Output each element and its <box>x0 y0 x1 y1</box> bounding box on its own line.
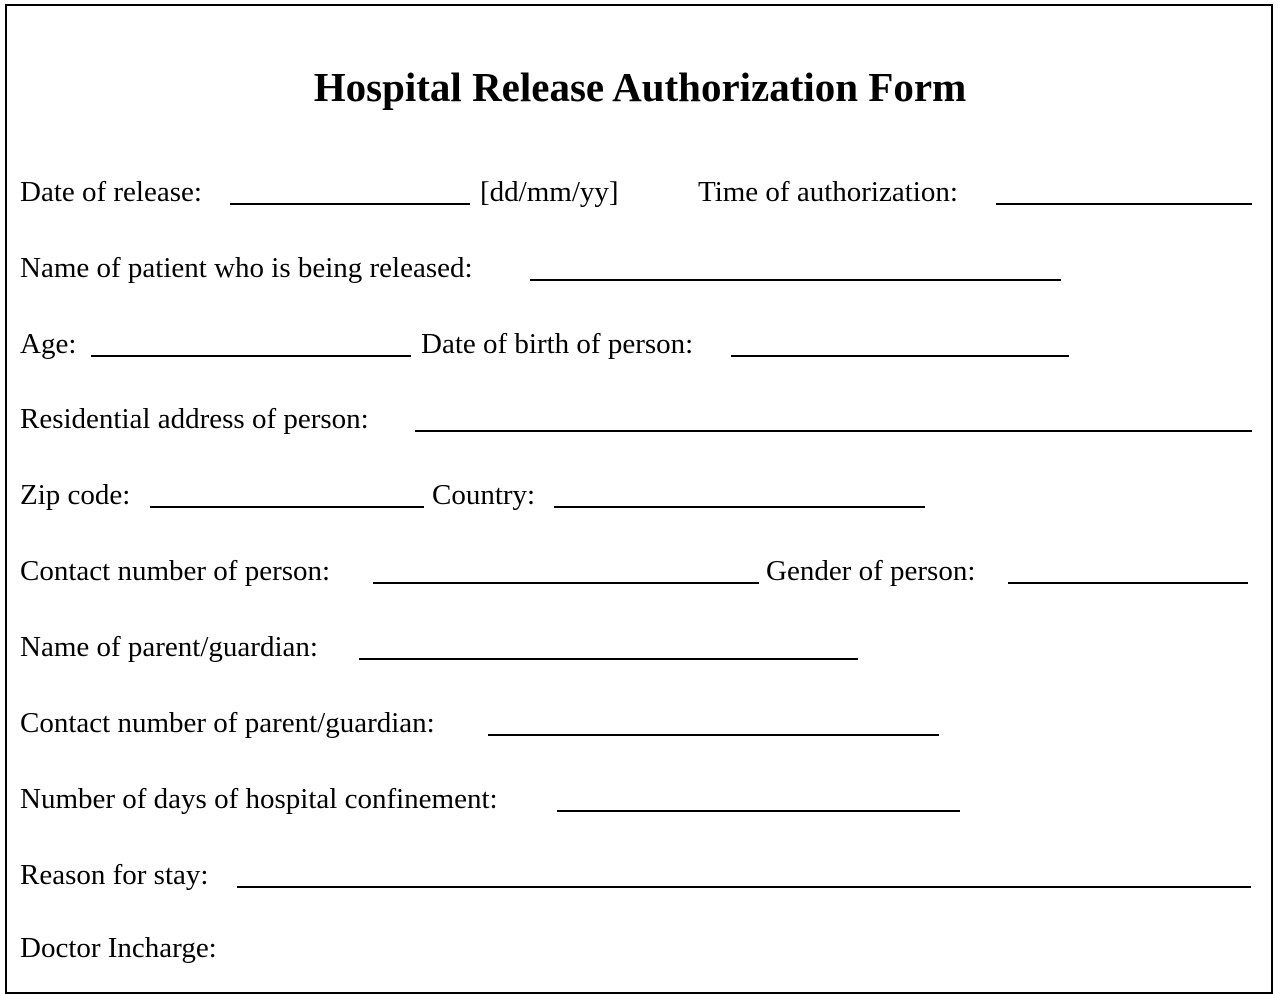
parent-guardian-contact-label: Contact number of parent/guardian: <box>20 707 435 739</box>
row-parent-contact <box>0 705 1280 741</box>
age-label: Age: <box>20 328 77 360</box>
contact-number-label: Contact number of person: <box>20 555 331 587</box>
row-zip-country <box>0 477 1280 513</box>
patient-name-field[interactable] <box>530 279 1061 281</box>
gender-field[interactable] <box>1008 582 1248 584</box>
days-confinement-label: Number of days of hospital confinement: <box>20 783 498 815</box>
time-of-authorization-field[interactable] <box>996 203 1252 205</box>
form-title: Hospital Release Authorization Form <box>313 64 967 110</box>
gender-label: Gender of person: <box>766 555 976 587</box>
date-of-birth-label: Date of birth of person: <box>421 328 694 360</box>
residential-address-label: Residential address of person: <box>20 403 369 435</box>
country-field[interactable] <box>554 506 925 508</box>
row-contact-gender <box>0 553 1280 589</box>
row-doctor-incharge <box>0 930 1280 966</box>
row-date-time <box>0 174 1280 210</box>
age-field[interactable] <box>91 355 411 357</box>
residential-address-field[interactable] <box>415 430 1252 432</box>
contact-number-field[interactable] <box>373 582 759 584</box>
row-parent-name <box>0 629 1280 665</box>
days-confinement-field[interactable] <box>557 810 960 812</box>
row-reason-for-stay <box>0 857 1280 893</box>
row-days-confinement <box>0 781 1280 817</box>
time-of-authorization-label: Time of authorization: <box>698 176 958 208</box>
reason-for-stay-label: Reason for stay: <box>20 859 209 891</box>
country-label: Country: <box>432 479 536 511</box>
row-address <box>0 401 1280 437</box>
date-of-birth-field[interactable] <box>731 355 1069 357</box>
row-patient-name <box>0 250 1280 286</box>
date-of-release-field[interactable] <box>230 203 470 205</box>
date-of-release-label: Date of release: <box>20 176 202 208</box>
doctor-incharge-label: Doctor Incharge: <box>20 932 217 964</box>
patient-name-label: Name of patient who is being released: <box>20 252 473 284</box>
parent-guardian-contact-field[interactable] <box>488 734 939 736</box>
date-format-hint: [dd/mm/yy] <box>480 176 619 208</box>
zip-code-label: Zip code: <box>20 479 131 511</box>
zip-code-field[interactable] <box>150 506 424 508</box>
parent-guardian-name-label: Name of parent/guardian: <box>20 631 318 663</box>
parent-guardian-name-field[interactable] <box>359 658 858 660</box>
reason-for-stay-field[interactable] <box>237 886 1251 888</box>
row-age-dob <box>0 326 1280 362</box>
